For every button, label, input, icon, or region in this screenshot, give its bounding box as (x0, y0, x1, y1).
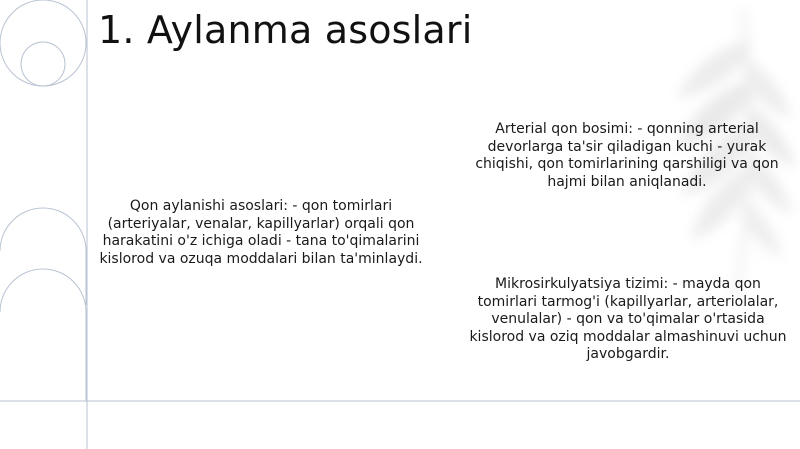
upper-arch-icon (0, 208, 86, 305)
lower-arch-icon (0, 269, 86, 401)
inner-ring-icon (21, 42, 65, 86)
slide-title: 1. Aylanma asoslari (98, 8, 473, 52)
pressure-text: Arterial qon bosimi: - qonning arterial devorlarga ta'sir qiladigan kuchi - yurak chiqishi, qon tomirlarining qarshiligi va qon hajmi bilan aniqlanadi. (475, 121, 779, 190)
outer-ring-icon (0, 0, 86, 86)
microcirculation-text: Mikrosirkulyatsiya tizimi: - mayda qon tomirlari tarmog'i (kapillyarlar, arteriolalar, venulalar) - qon va to'qimalar o'rtasida kislorod va oziq moddalar almashinuvi uchun javobgardir. (469, 276, 787, 362)
circulation-text: Qon aylanishi asoslari: - qon tomirlari (arteriyalar, venalar, kapillyarlar) orqali qon harakatini o'z ichiga oladi - tana to'qimalarini kislorod va ozuqa moddalari bilan ta'minlaydi. (99, 198, 423, 267)
